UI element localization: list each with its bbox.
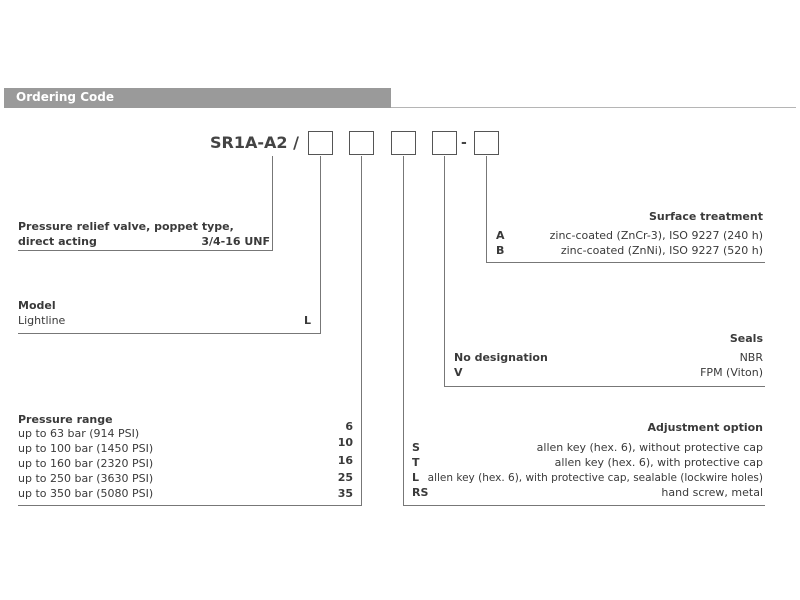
model-code: L [304,314,312,327]
pressure-label: up to 63 bar (914 PSI) [18,427,140,440]
header-divider [391,107,796,108]
underline-pressure [18,505,362,506]
adjustment-desc: allen key (hex. 6), with protective cap, sealable (lockwire holes) [427,472,763,484]
connector-pressure [361,156,362,506]
code-box-adjustment [391,131,416,155]
pressure-code: 6 [345,420,353,433]
surface-desc: zinc-coated (ZnNi), ISO 9227 (520 h) [560,244,763,257]
valve-description-line2: direct acting [18,235,97,248]
underline-valve [18,250,273,251]
underline-adjustment [403,505,765,506]
pressure-code: 25 [337,471,353,484]
model-name: Lightline [18,314,66,327]
underline-surface [486,262,765,263]
connector-valve [272,156,273,251]
connector-model [320,156,321,334]
pressure-code: 35 [337,487,353,500]
code-box-seals [432,131,457,155]
seals-code: No designation [454,351,548,364]
surface-code: B [496,244,505,257]
surface-code: A [496,229,505,242]
seals-code: V [454,366,463,379]
adjustment-title: Adjustment option [647,421,763,434]
pressure-label: up to 250 bar (3630 PSI) [18,472,154,485]
underline-model [18,333,321,334]
adjustment-code: L [412,471,420,484]
code-separator: - [461,135,467,151]
section-title: Ordering Code [16,90,114,104]
adjustment-desc: allen key (hex. 6), without protective cap [536,441,763,454]
adjustment-code: T [412,456,420,469]
valve-thread: 3/4-16 UNF [201,235,270,248]
connector-adjustment [403,156,404,506]
pressure-label: up to 100 bar (1450 PSI) [18,442,154,455]
adjustment-code: RS [412,486,429,499]
code-box-pressure [308,131,333,155]
surface-title: Surface treatment [648,210,763,223]
code-box-model [349,131,374,155]
pressure-code: 10 [337,436,353,449]
surface-desc: zinc-coated (ZnCr-3), ISO 9227 (240 h) [549,229,763,242]
code-box-surface [474,131,499,155]
pressure-title: Pressure range [18,413,113,426]
pressure-label: up to 350 bar (5080 PSI) [18,487,154,500]
adjustment-desc: hand screw, metal [661,486,763,499]
pressure-label: up to 160 bar (2320 PSI) [18,457,154,470]
seals-desc: FPM (Viton) [700,366,763,379]
seals-title: Seals [729,332,763,345]
adjustment-code: S [412,441,420,454]
adjustment-desc: allen key (hex. 6), with protective cap [554,456,763,469]
valve-description-line1: Pressure relief valve, poppet type, [18,220,234,233]
underline-seals [444,386,765,387]
seals-desc: NBR [739,351,763,364]
ordering-code-prefix: SR1A-A2 / [210,133,299,152]
pressure-code: 16 [337,454,353,467]
connector-seals [444,156,445,387]
model-title: Model [18,299,56,312]
connector-surface [486,156,487,263]
